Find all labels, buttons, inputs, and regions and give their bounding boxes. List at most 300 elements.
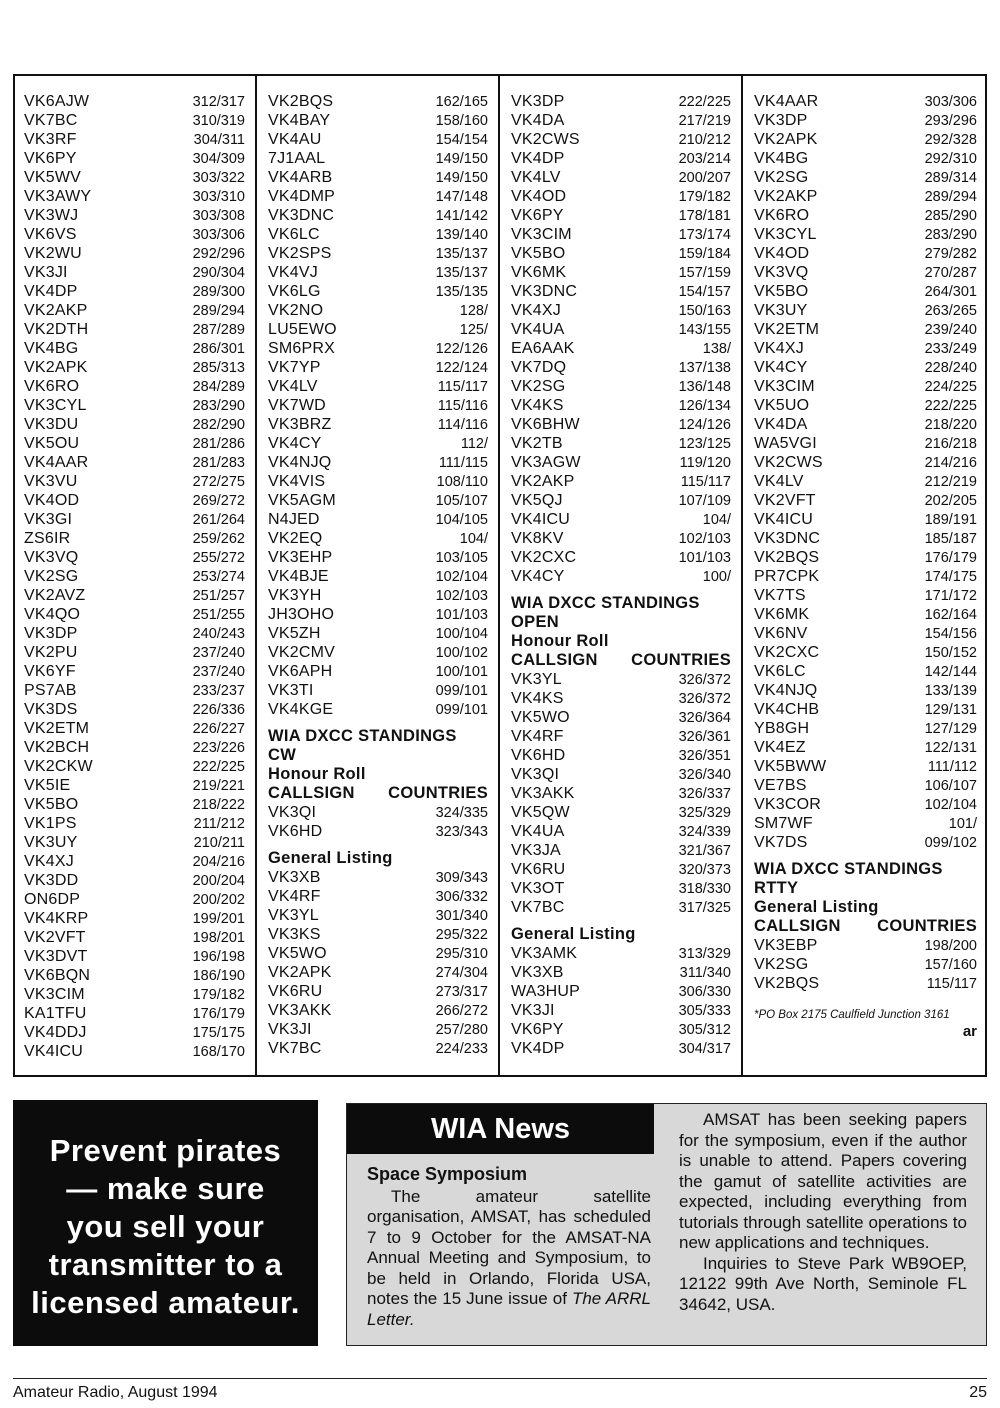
standings-row [268, 944, 488, 963]
standings-row [24, 149, 245, 168]
callsign: VK2BCH [24, 739, 90, 756]
country-count: 174/175 [924, 569, 977, 585]
standings-row [268, 567, 488, 586]
standings-row [511, 1039, 731, 1058]
standings-row [268, 225, 488, 244]
standings-row [24, 776, 245, 795]
country-count: 179/182 [678, 189, 731, 205]
callsign: VK6PY [511, 1021, 564, 1038]
country-count: 237/240 [192, 664, 245, 680]
callsign: VK6HD [511, 747, 566, 764]
callsign: VK6LC [268, 226, 320, 243]
standings-row [754, 719, 977, 738]
callsign: VK3DNC [268, 207, 335, 224]
author-address: *PO Box 2175 Caulfield Junction 3161 [754, 1009, 950, 1021]
country-count: 100/104 [435, 626, 488, 642]
country-count: 305/312 [678, 1022, 731, 1038]
callsign: VK5IE [24, 777, 71, 794]
standings-row [268, 548, 488, 567]
callsign: VK6LG [268, 283, 321, 300]
footer-rule [13, 1378, 987, 1379]
country-count: 210/212 [678, 132, 731, 148]
standings-row [268, 339, 488, 358]
standings-row [754, 130, 977, 149]
standings-row [511, 1020, 731, 1039]
news-paragraph-2: AMSAT has been seeking papers for the symposium, even if the author is unable to attend. Papers covering the gamut of satellite activities are expected, including everything from tutorials through satellite operations to new applications and techniques. [679, 1110, 967, 1252]
country-count: 304/309 [192, 151, 245, 167]
standings-row [268, 434, 488, 453]
standings-row [511, 963, 731, 982]
standings-row [268, 358, 488, 377]
standings-row [24, 168, 245, 187]
country-count: 099/101 [435, 702, 488, 718]
callsign: VK3AKK [268, 1002, 332, 1019]
country-count: 312/317 [192, 94, 245, 110]
country-count: 171/172 [924, 588, 977, 604]
standings-row [268, 244, 488, 263]
standings-row [511, 282, 731, 301]
country-count: 284/289 [192, 379, 245, 395]
country-count: 306/330 [678, 984, 731, 1000]
callsign: PR7CPK [754, 568, 820, 585]
country-count: 326/364 [678, 710, 731, 726]
standings-row [511, 263, 731, 282]
country-count: 305/333 [678, 1003, 731, 1019]
country-count: 105/107 [435, 493, 488, 509]
country-count: 158/160 [435, 113, 488, 129]
country-count: 108/110 [436, 474, 488, 490]
country-count: 281/283 [192, 455, 245, 471]
column-1 [13, 74, 255, 1077]
callsign: VK2AKP [24, 302, 88, 319]
country-count: 122/126 [435, 341, 488, 357]
callsign: VK4ICU [754, 511, 813, 528]
standings-row [268, 453, 488, 472]
country-count: 222/225 [678, 94, 731, 110]
callsign: VK3JI [268, 1021, 312, 1038]
country-count: 168/170 [192, 1044, 245, 1060]
country-count: 204/216 [192, 854, 245, 870]
country-count: 150/152 [924, 645, 977, 661]
callsign-header: CALLSIGN [511, 651, 598, 669]
callsign: VK2EQ [268, 530, 323, 547]
standings-row [268, 586, 488, 605]
standings-row [511, 111, 731, 130]
callsign: VK4XJ [511, 302, 561, 319]
standings-row [754, 681, 977, 700]
standings-row [24, 320, 245, 339]
standings-row [754, 510, 977, 529]
country-count: 287/289 [192, 322, 245, 338]
callsign: KA1TFU [24, 1005, 87, 1022]
country-count: 200/204 [192, 873, 245, 889]
standings-row [511, 396, 731, 415]
callsign: VK6VS [24, 226, 77, 243]
callsign: VK5QJ [511, 492, 563, 509]
rtty-heading: WIA DXCC STANDINGS [754, 860, 943, 878]
callsign: VK3DNC [754, 530, 821, 547]
country-count: 217/219 [678, 113, 731, 129]
standings-row [754, 974, 977, 993]
callsign: VK4BG [754, 150, 809, 167]
country-count: 326/361 [678, 729, 731, 745]
country-count: 239/240 [924, 322, 977, 338]
callsign: VK4DA [754, 416, 808, 433]
callsign: VK6PY [511, 207, 564, 224]
callsign: VK3CIM [24, 986, 85, 1003]
callsign: VK4LV [268, 378, 318, 395]
callsign: VK2APK [24, 359, 88, 376]
country-count: 135/135 [435, 284, 488, 300]
standings-row [24, 586, 245, 605]
country-count: 125/ [459, 322, 488, 338]
country-count: 326/351 [678, 748, 731, 764]
standings-row [24, 510, 245, 529]
standings-row [511, 746, 731, 765]
standings-row [24, 947, 245, 966]
country-count: 112/ [460, 436, 488, 452]
standings-row [24, 871, 245, 890]
open-subheading: OPEN [511, 613, 559, 631]
callsign: VK4CY [511, 568, 565, 585]
countries-header: COUNTRIES [877, 917, 977, 935]
country-count: 251/257 [192, 588, 245, 604]
callsign: VK4ICU [24, 1043, 83, 1060]
standings-row [754, 358, 977, 377]
country-count: 101/ [948, 816, 977, 832]
country-count: 099/101 [435, 683, 488, 699]
callsign: VK4EZ [754, 739, 806, 756]
column-4 [741, 74, 987, 1077]
country-count: 326/340 [678, 767, 731, 783]
country-count: 326/337 [678, 786, 731, 802]
country-count: 326/372 [678, 691, 731, 707]
country-count: 283/290 [192, 398, 245, 414]
callsign: VK2SG [511, 378, 566, 395]
standings-row [511, 879, 731, 898]
callsign: VK4DA [511, 112, 565, 129]
standings-row [24, 909, 245, 928]
country-count: 303/306 [192, 227, 245, 243]
country-count: 154/157 [678, 284, 731, 300]
country-count: 233/249 [924, 341, 977, 357]
callsign: VK4AAR [24, 454, 89, 471]
callsign: VK7BC [268, 1040, 322, 1057]
callsign: VK6BHW [511, 416, 580, 433]
country-count: 162/165 [435, 94, 488, 110]
country-count: 107/109 [678, 493, 731, 509]
standings-row [511, 567, 731, 586]
country-count: 104/ [459, 531, 488, 547]
country-count: 198/201 [192, 930, 245, 946]
country-count: 273/317 [435, 984, 488, 1000]
country-count: 324/339 [678, 824, 731, 840]
country-count: 115/117 [437, 379, 488, 395]
standings-row [511, 320, 731, 339]
standings-row [268, 925, 488, 944]
standings-row [511, 841, 731, 860]
standings-row [754, 168, 977, 187]
callsign: VK3DP [24, 625, 78, 642]
standings-row [511, 149, 731, 168]
callsign-header: CALLSIGN [754, 917, 841, 935]
standings-row [268, 887, 488, 906]
standings-row [511, 670, 731, 689]
country-count: 139/140 [435, 227, 488, 243]
standings-row [754, 263, 977, 282]
standings-row [268, 263, 488, 282]
callsign: VK3DU [24, 416, 79, 433]
standings-row [511, 415, 731, 434]
callsign: VK3OT [511, 880, 565, 897]
callsign: VK4BG [24, 340, 79, 357]
country-count: 150/163 [678, 303, 731, 319]
standings-row [511, 1001, 731, 1020]
standings-row [754, 605, 977, 624]
country-count: 157/159 [678, 265, 731, 281]
callsign: VK4QO [24, 606, 81, 623]
standings-row [24, 111, 245, 130]
callsign: VK3UY [754, 302, 808, 319]
standings-row [268, 624, 488, 643]
country-count: 141/142 [435, 208, 488, 224]
country-count: 306/332 [435, 889, 488, 905]
callsign: VK2SG [24, 568, 79, 585]
standings-row [24, 1004, 245, 1023]
standings-row [268, 396, 488, 415]
country-count: 309/343 [435, 870, 488, 886]
callsign: VK2ETM [754, 321, 820, 338]
standings-row [754, 586, 977, 605]
callsign: VK2DTH [24, 321, 89, 338]
country-count: 304/311 [193, 132, 245, 148]
callsign: VK2CMV [268, 644, 335, 661]
standings-row [268, 662, 488, 681]
callsign: VK3VQ [754, 264, 809, 281]
standings-row [24, 928, 245, 947]
standings-row [24, 130, 245, 149]
country-count: 303/308 [192, 208, 245, 224]
callsign: VK3JI [511, 1002, 555, 1019]
footer-publication: Amateur Radio, August 1994 [13, 1384, 218, 1401]
standings-row [754, 149, 977, 168]
standings-row [24, 662, 245, 681]
callsign: 7J1AAL [268, 150, 326, 167]
country-count: 199/201 [192, 911, 245, 927]
callsign: VK7BC [24, 112, 78, 129]
standings-row [754, 225, 977, 244]
country-count: 198/200 [924, 938, 977, 954]
callsign: WA5VGI [754, 435, 817, 452]
standings-row [268, 982, 488, 1001]
country-count: 143/155 [678, 322, 731, 338]
callsign: VK4BAY [268, 112, 331, 129]
standings-row [24, 681, 245, 700]
standings-row [268, 1039, 488, 1058]
country-count: 212/219 [924, 474, 977, 490]
country-count: 129/131 [924, 702, 977, 718]
callsign: VK3DNC [511, 283, 578, 300]
country-count: 135/137 [435, 265, 488, 281]
standings-row [24, 472, 245, 491]
country-count: 313/329 [678, 946, 731, 962]
country-count: 289/300 [192, 284, 245, 300]
country-count: 264/301 [924, 284, 977, 300]
country-count: 318/330 [678, 881, 731, 897]
standings-row [754, 111, 977, 130]
country-count: 173/174 [678, 227, 731, 243]
callsign: VK5BO [511, 245, 566, 262]
country-count: 292/296 [192, 246, 245, 262]
standings-row [511, 860, 731, 879]
country-count: 123/125 [678, 436, 731, 452]
callsign: VK5BWW [754, 758, 827, 775]
country-count: 289/294 [924, 189, 977, 205]
callsign: VK2AKP [511, 473, 575, 490]
standings-row [511, 727, 731, 746]
callsign: VK2CXC [754, 644, 820, 661]
callsign: VK5ZH [268, 625, 321, 642]
news-subtitle: Space Symposium [367, 1164, 528, 1184]
standings-row [511, 187, 731, 206]
standings-row [268, 803, 488, 822]
standings-row [24, 244, 245, 263]
standings-row [268, 700, 488, 719]
callsign: VK4OD [24, 492, 80, 509]
standings-row [24, 985, 245, 1004]
country-count: 266/272 [435, 1003, 488, 1019]
standings-row [511, 982, 731, 1001]
callsign: VK2PU [24, 644, 78, 661]
callsign: VK4DMP [268, 188, 335, 205]
country-count: 179/182 [192, 987, 245, 1003]
callsign: VE7BS [754, 777, 807, 794]
callsign: VK4RF [268, 888, 321, 905]
page-number: 25 [969, 1384, 987, 1401]
callsign: VK3RF [24, 131, 77, 148]
callsign: VK5BO [754, 283, 809, 300]
pirate-line-3: you sell your [66, 1209, 265, 1244]
callsign: VK5UO [754, 397, 810, 414]
standings-row [754, 206, 977, 225]
country-count: 274/304 [435, 965, 488, 981]
standings-row [511, 472, 731, 491]
standings-row [511, 244, 731, 263]
callsign: VK2WU [24, 245, 82, 262]
callsign: VK4OD [511, 188, 567, 205]
country-count: 261/264 [192, 512, 245, 528]
standings-row [24, 358, 245, 377]
callsign: VK3QI [511, 766, 560, 783]
news-paragraph-1 [367, 1187, 651, 1331]
callsign: VK3GI [24, 511, 73, 528]
wia-news-box [346, 1103, 987, 1346]
country-count: 128/ [459, 303, 488, 319]
country-count: 178/181 [678, 208, 731, 224]
callsign: VK4CHB [754, 701, 820, 718]
country-count: 293/296 [924, 113, 977, 129]
callsign: VK3CYL [24, 397, 87, 414]
standings-row [511, 689, 731, 708]
standings-row [511, 548, 731, 567]
standings-row [24, 1023, 245, 1042]
country-count: 228/240 [924, 360, 977, 376]
country-count: 135/137 [435, 246, 488, 262]
callsign: VK4ICU [511, 511, 570, 528]
country-count: 286/301 [192, 341, 245, 357]
country-count: 122/124 [435, 360, 488, 376]
country-count: 202/205 [924, 493, 977, 509]
standings-row [268, 301, 488, 320]
country-count: 216/218 [924, 436, 977, 452]
callsign: VK4RF [511, 728, 564, 745]
standings-row [511, 434, 731, 453]
country-count: 102/103 [678, 531, 731, 547]
callsign: VK3EBP [754, 937, 818, 954]
country-count: 189/191 [924, 512, 977, 528]
callsign: VK3YL [268, 907, 319, 924]
country-count: 295/310 [435, 946, 488, 962]
callsign: VK4CY [268, 435, 322, 452]
standings-row [754, 472, 977, 491]
callsign: VK4NJQ [268, 454, 332, 471]
standings-row [268, 963, 488, 982]
standings-row [511, 358, 731, 377]
standings-row [511, 944, 731, 963]
callsign: VK3CYL [754, 226, 817, 243]
country-count: 321/367 [678, 843, 731, 859]
standings-row [511, 339, 731, 358]
callsign: VK3VU [24, 473, 78, 490]
standings-row [754, 282, 977, 301]
standings-row [24, 719, 245, 738]
callsign: VK3CIM [754, 378, 815, 395]
callsign: VK4VJ [268, 264, 318, 281]
country-count: 323/343 [435, 824, 488, 840]
callsign: VK2BQS [754, 549, 820, 566]
callsign: VK7BC [511, 899, 565, 916]
standings-row [754, 776, 977, 795]
pirate-line-5: licensed amateur. [31, 1285, 300, 1320]
standings-row [268, 822, 488, 841]
standings-row [24, 795, 245, 814]
standings-row [24, 814, 245, 833]
standings-row [24, 396, 245, 415]
callsign: N4JED [268, 511, 320, 528]
callsign: VK3XB [268, 869, 321, 886]
wia-news-title: WIA News [347, 1104, 654, 1154]
callsign: VK4KS [511, 397, 564, 414]
callsign: VK6APH [268, 663, 333, 680]
callsign: VK6NV [754, 625, 808, 642]
standings-row [754, 795, 977, 814]
callsign: WA3HUP [511, 983, 581, 1000]
pirate-line-2: — make sure [66, 1171, 265, 1206]
country-count: 292/328 [924, 132, 977, 148]
callsign: VK2CWS [511, 131, 580, 148]
country-count: 253/274 [192, 569, 245, 585]
standings-row [754, 339, 977, 358]
country-count: 185/187 [924, 531, 977, 547]
callsign: VK4DP [511, 150, 565, 167]
callsign: EA6AAK [511, 340, 575, 357]
standings-row [511, 130, 731, 149]
country-count: 101/103 [435, 607, 488, 623]
standings-row [268, 111, 488, 130]
callsign: VK2CWS [754, 454, 823, 471]
country-count: 226/336 [192, 702, 245, 718]
standings-row [24, 738, 245, 757]
